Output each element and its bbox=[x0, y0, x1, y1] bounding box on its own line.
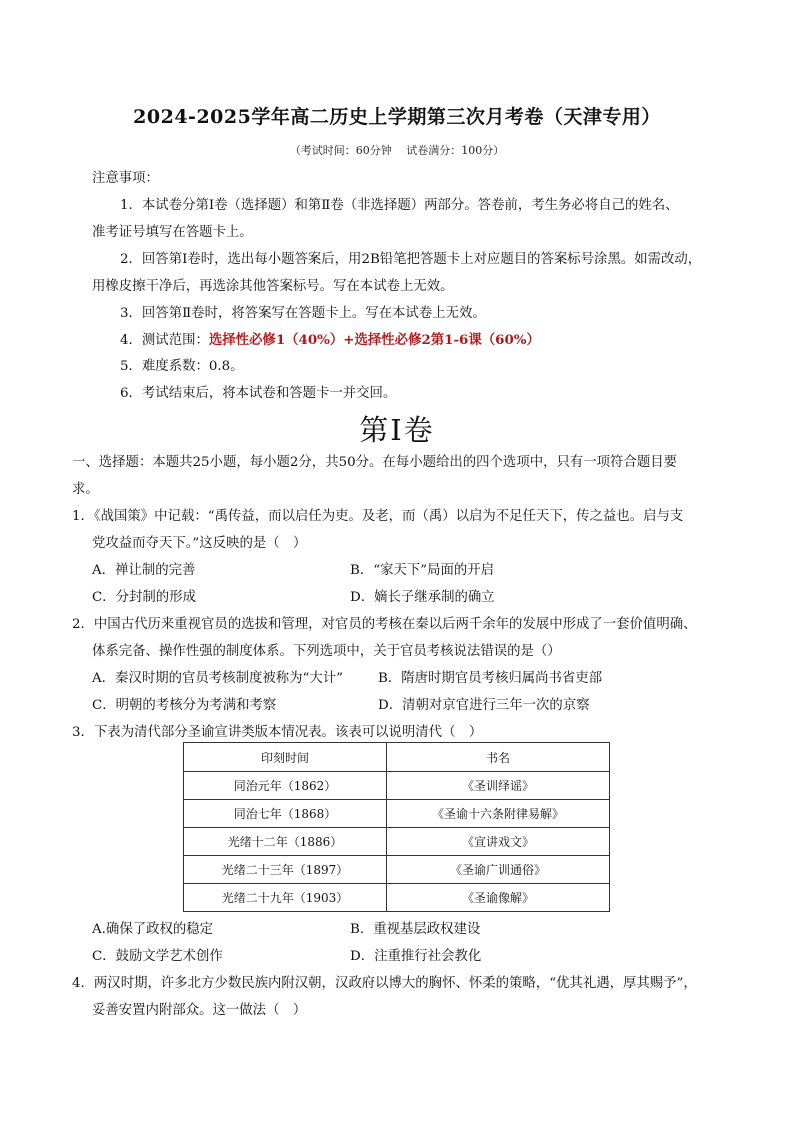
note-1-line-2: 准考证号填写在答题卡上。 bbox=[92, 225, 253, 240]
notes-heading: 注意事项： bbox=[92, 171, 159, 186]
q2-option-b: B．隋唐时期官员考核归属尚书省吏部 bbox=[378, 671, 603, 686]
q3-option-b: B．重视基层政权建设 bbox=[350, 922, 481, 937]
note-2-line-2: 用橡皮擦干净后，再选涂其他答案标号。写在本试卷上无效。 bbox=[92, 279, 454, 294]
book-table bbox=[183, 742, 610, 912]
table-header-time: 印刻时间 bbox=[184, 743, 387, 772]
q1-stem-line-1: 1．《战国策》中记载：“禹传益，而以启任为吏。及老，而（禹）以启为不足任天下，传之益也。启与支 bbox=[72, 509, 684, 524]
table-header-row bbox=[184, 743, 610, 772]
section-intro-line-2: 求。 bbox=[72, 482, 99, 497]
table-cell-title: 《圣谕广训通俗》 bbox=[387, 856, 610, 884]
q4-stem-line-2: 妥善安置内附部众。这一做法（ ） bbox=[92, 1003, 307, 1018]
table-cell-time: 光绪十二年（1886） bbox=[184, 828, 387, 856]
note-6: 6．考试结束后，将本试卷和答题卡一并交回。 bbox=[120, 386, 397, 401]
q2-option-a: A．秦汉时期的官员考核制度被称为“大计” bbox=[92, 671, 344, 686]
table-row bbox=[184, 884, 610, 912]
table-row bbox=[184, 800, 610, 828]
note-1-line-1: 1．本试卷分第Ⅰ卷（选择题）和第Ⅱ卷（非选择题）两部分。答卷前，考生务必将自己的姓名、 bbox=[120, 198, 679, 213]
table-cell-time: 同治元年（1862） bbox=[184, 772, 387, 800]
q1-option-c: C．分封制的形成 bbox=[92, 590, 196, 605]
q3-option-a: A.确保了政权的稳定 bbox=[92, 922, 214, 937]
q3-option-c: C．鼓励文学艺术创作 bbox=[92, 949, 223, 964]
table-row bbox=[184, 772, 610, 800]
q3-stem: 3．下表为清代部分圣谕宣讲类版本情况表。该表可以说明清代（ ） bbox=[72, 725, 483, 740]
note-2-line-1: 2．回答第Ⅰ卷时，选出每小题答案后，用2B铅笔把答题卡上对应题目的答案标号涂黑。如需改动， bbox=[120, 252, 702, 267]
q3-option-d: D．注重推行社会教化 bbox=[350, 949, 482, 964]
q1-option-d: D．嫡长子继承制的确立 bbox=[350, 590, 495, 605]
note-5: 5．难度系数：0.8。 bbox=[120, 359, 244, 374]
table-cell-title: 《宣讲戏文》 bbox=[387, 828, 610, 856]
q2-option-c: C．明朝的考核分为考满和考察 bbox=[92, 698, 277, 713]
note-3: 3．回答第Ⅱ卷时，将答案写在答题卡上。写在本试卷上无效。 bbox=[120, 306, 486, 321]
table-row bbox=[184, 828, 610, 856]
q1-option-a: A．禅让制的完善 bbox=[92, 563, 196, 578]
table-cell-time: 光绪二十九年（1903） bbox=[184, 884, 387, 912]
section-title: 第Ⅰ卷 bbox=[359, 413, 435, 447]
table-header-title: 书名 bbox=[387, 743, 610, 772]
table-cell-title: 《圣谕像解》 bbox=[387, 884, 610, 912]
note-4-prefix: 4．测试范围： bbox=[120, 333, 209, 348]
q2-stem-line-2: 体系完备、操作性强的制度体系。下列选项中，关于官员考核说法错误的是（） bbox=[92, 644, 561, 659]
table-cell-time: 光绪二十三年（1897） bbox=[184, 856, 387, 884]
exam-subtitle: （考试时间：60分钟 试卷满分：100分） bbox=[289, 144, 505, 157]
q2-stem-line-1: 2．中国古代历来重视官员的选拔和管理，对官员的考核在秦以后两千余年的发展中形成了一套价值明确、 bbox=[72, 617, 697, 632]
q1-stem-line-2: 党攻益而夺天下。”这反映的是（ ） bbox=[92, 536, 307, 551]
table-row bbox=[184, 856, 610, 884]
note-4-range: 选择性必修1（40%）+选择性必修2第1-6课（60%） bbox=[208, 332, 540, 348]
table-cell-title: 《圣训绎谣》 bbox=[387, 772, 610, 800]
section-intro-line-1: 一、选择题：本题共25小题，每小题2分，共50分。在每小题给出的四个选项中，只有一项符合题目要 bbox=[72, 455, 678, 470]
q2-option-d: D．清朝对京官进行三年一次的京察 bbox=[378, 698, 590, 713]
q1-option-b: B．“家天下”局面的开启 bbox=[350, 563, 495, 578]
table-cell-title: 《圣谕十六条附律易解》 bbox=[387, 800, 610, 828]
exam-title: 2024-2025学年高二历史上学期第三次月考卷（天津专用） bbox=[133, 106, 661, 128]
note-4 bbox=[120, 331, 540, 350]
q4-stem-line-1: 4．两汉时期，许多北方少数民族内附汉朝，汉政府以博大的胸怀、怀柔的策略，“优其礼遇，厚其赐予”， bbox=[72, 976, 697, 991]
table-cell-time: 同治七年（1868） bbox=[184, 800, 387, 828]
